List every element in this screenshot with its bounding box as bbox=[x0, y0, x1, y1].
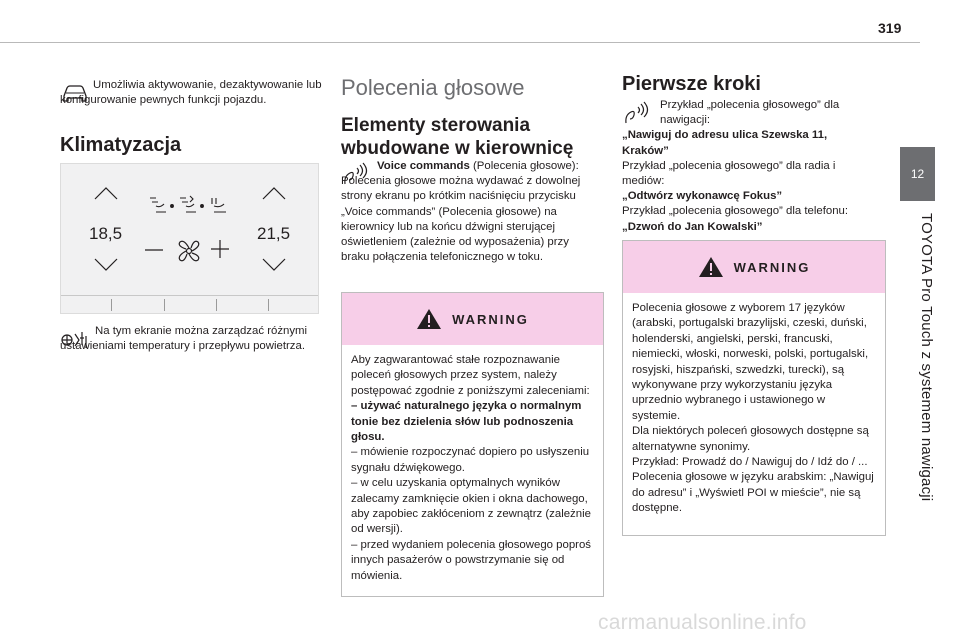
warning-example-text: Przykład: Prowadź do / Nawiguj do / Idź do / ... bbox=[632, 456, 868, 469]
warning-synonyms-text: Dla niektórych poleceń głosowych dostępne są alternatywne synonimy. bbox=[632, 425, 869, 453]
warning-body bbox=[342, 345, 603, 584]
panel-tick bbox=[164, 299, 165, 311]
panel-tick bbox=[268, 299, 269, 311]
chevron-down-icon[interactable] bbox=[94, 258, 118, 272]
temp-left-value: 18,5 bbox=[89, 224, 123, 243]
climate-panel bbox=[60, 163, 319, 314]
fan-increase-icon[interactable] bbox=[211, 240, 229, 258]
example-navigation-command: „Nawiguj do adresu ulica Szewska 11, Kraków” bbox=[622, 129, 828, 157]
config-description: Umożliwia aktywowanie, dezaktywowanie lub konfigurowanie pewnych funkcji pojazdu. bbox=[60, 79, 322, 107]
warning-item-passengers: – przed wydaniem polecenia głosowego poproś innych pasażerów o powstrzymanie się od mówienia. bbox=[351, 538, 591, 582]
temp-right-value: 21,5 bbox=[257, 224, 291, 243]
warning-body bbox=[623, 293, 885, 517]
panel-tick bbox=[111, 299, 112, 311]
chevron-down-icon[interactable] bbox=[262, 258, 286, 272]
warning-languages-text: Polecenia głosowe z wyborem 17 języków (arabski, portugalski brazylijski, czeski, duński, holenderski, angielski, perski, francuski, niemiecki, włoski, norweski, polski, portugalski, rosyjski, hiszpański, szwedzki, turecki), są wykonywane przy wykorzystaniu języka uprzednio wybranego i ustawionego w systemie. bbox=[632, 302, 869, 422]
voice-commands-label: Voice commands bbox=[377, 160, 470, 172]
warning-item-beep: – mówienie rozpoczynać dopiero po usłyszeniu sygnału dźwiękowego. bbox=[351, 446, 590, 474]
panel-tick bbox=[216, 299, 217, 311]
chevron-up-icon[interactable] bbox=[262, 186, 286, 200]
warning-header bbox=[342, 293, 603, 345]
warning-title: WARNING bbox=[452, 311, 529, 327]
example-phone-command: „Dzwoń do Jan Kowalski” bbox=[622, 220, 763, 233]
voice-commands-text: (Polecenia głosowe): Polecenia głosowe można wydawać z dowolnej strony ekranu po krótkim naciśnięciu przycisku „Voice commands” (Polecenia głosowe) na kierownicy lub na końcu dźwigni sterującej oświetleniem (zależnie od wyposażenia) przy braku połączenia telefonicznego w toku. bbox=[341, 160, 581, 264]
fan-decrease-icon[interactable] bbox=[145, 248, 163, 252]
warning-item-windows: – w celu uzyskania optymalnych wyników zalecamy zamknięcie okien i okna dachowego, aby zapobiec zakłóceniom z zewnątrz (zależnie od wersji). bbox=[351, 477, 591, 536]
warning-box-voice bbox=[341, 292, 604, 597]
climate-description: Na tym ekranie można zarządzać różnymi ustawieniami temperatury i przepływu powietrza. bbox=[60, 325, 308, 353]
chevron-up-icon[interactable] bbox=[94, 186, 118, 200]
subsection-heading-line1: Elementy sterowania bbox=[341, 115, 531, 136]
example-radio-command: „Odtwórz wykonawcę Fokus” bbox=[622, 190, 783, 203]
watermark: carmanualsonline.info bbox=[598, 611, 807, 634]
header-rule bbox=[0, 42, 920, 43]
subsection-heading-line2: wbudowane w kierownicę bbox=[341, 138, 574, 159]
example-navigation-label: Przykład „polecenia głosowego” dla nawigacji: bbox=[660, 99, 840, 127]
warning-triangle-icon bbox=[698, 256, 724, 278]
first-steps-heading: Pierwsze kroki bbox=[622, 73, 761, 95]
chapter-title: TOYOTA Pro Touch z systemem nawigacji bbox=[918, 213, 935, 502]
warning-box-languages bbox=[622, 240, 886, 536]
fan-icon bbox=[174, 236, 204, 266]
example-phone-label: Przykład „polecenia głosowego” dla telefonu: bbox=[622, 205, 849, 218]
air-distribution-icons[interactable] bbox=[146, 194, 238, 216]
warning-title: WARNING bbox=[733, 259, 811, 275]
page-number: 319 bbox=[878, 20, 902, 36]
klimatyzacja-heading: Klimatyzacja bbox=[60, 134, 182, 156]
warning-intro: Aby zagwarantować stałe rozpoznawanie poleceń głosowych przez system, należy postępować zgodnie z poniższymi zaleceniami: bbox=[351, 354, 590, 397]
warning-arabic-text: Polecenia głosowe w języku arabskim: „Nawiguj do adresu” i „Wyświetl POI w mieście”, nie są dostępne. bbox=[632, 471, 874, 515]
warning-item-natural-language: – używać naturalnego języka o normalnym tonie bez dzielenia słów lub podnoszenia głosu. bbox=[351, 400, 582, 444]
warning-header bbox=[623, 241, 885, 293]
first-steps-examples bbox=[622, 98, 862, 235]
section-heading: Polecenia głosowe bbox=[341, 75, 525, 100]
chapter-tab[interactable]: 12 bbox=[900, 147, 935, 201]
warning-triangle-icon bbox=[416, 308, 442, 330]
panel-divider bbox=[61, 295, 318, 296]
example-radio-label: Przykład „polecenia głosowego” dla radia i mediów: bbox=[622, 159, 836, 188]
voice-commands-description bbox=[341, 159, 599, 265]
